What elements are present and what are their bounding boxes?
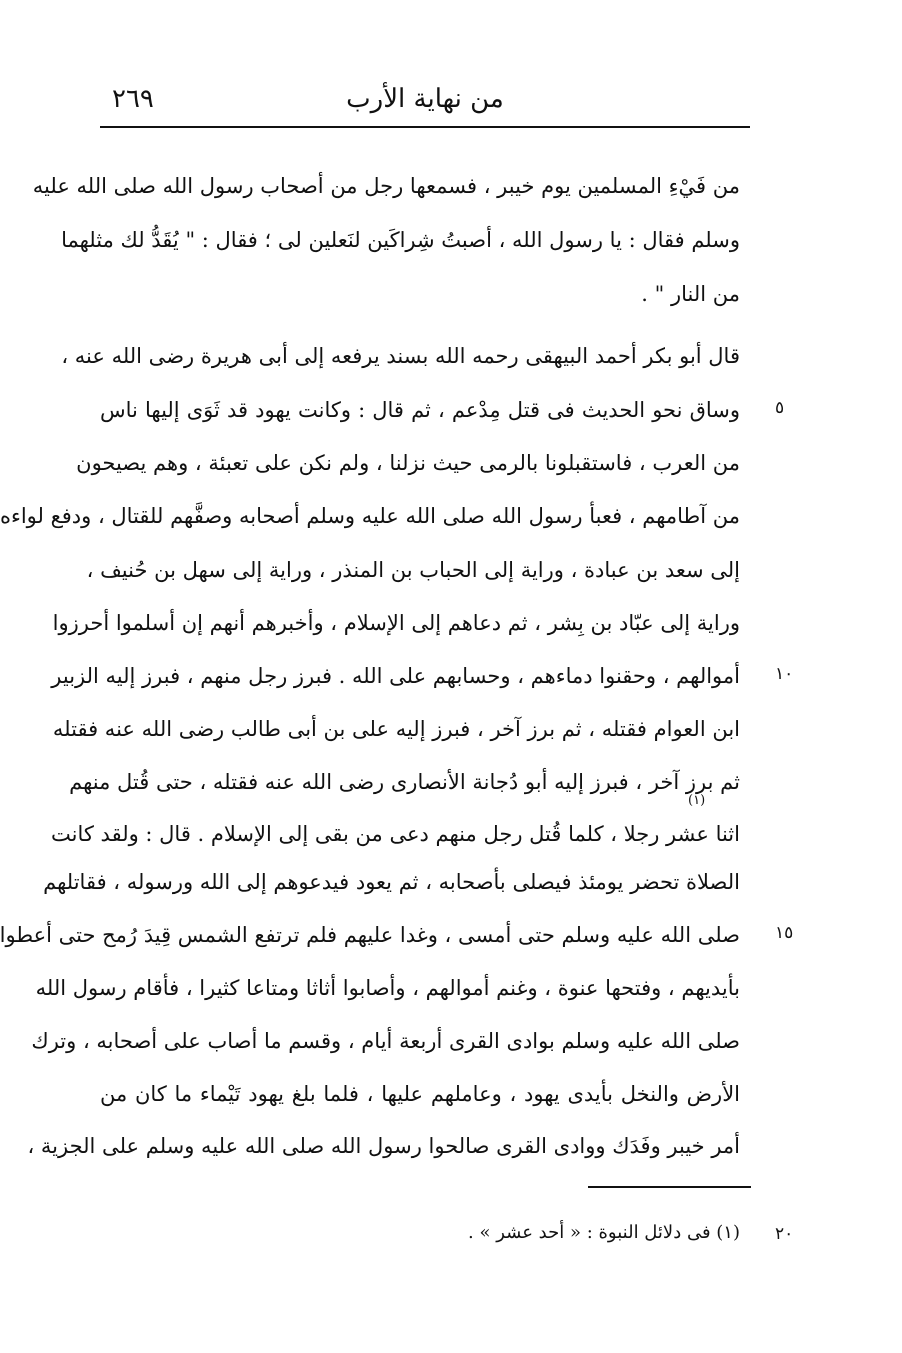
header-rule bbox=[100, 126, 750, 128]
text-line: من آطامهم ، فعبأ رسول الله صلى الله عليه وسلم أصحابه وصفَّهم للقتال ، ودفع لواءه bbox=[0, 504, 740, 528]
text-line: من فَيْءِ المسلمين يوم خيبر ، فسمعها رجل من أصحاب رسول الله صلى الله عليه bbox=[32, 174, 740, 198]
text-line: الأرض والنخل بأيدى يهود ، وعاملهم عليها ، فلما بلغ يهود تَيْماء ما كان من bbox=[100, 1082, 740, 1106]
text-line: اثنا عشر رجلا ، كلما قُتل رجل منهم دعى من بقى إلى الإسلام . قال : ولقد كانت bbox=[51, 822, 740, 846]
text-line: من العرب ، فاستقبلونا بالرمى حيث نزلنا ، ولم نكن على تعبئة ، وهم يصيحون bbox=[76, 451, 740, 475]
text-line: أمر خيبر وفَدَك ووادى القرى صالحوا رسول الله صلى الله عليه وسلم على الجزية ، bbox=[27, 1134, 740, 1158]
page-number: ٢٦٩ bbox=[112, 84, 154, 114]
footnote-marker: (١) bbox=[688, 793, 706, 808]
line-number-5: ٥ bbox=[775, 398, 785, 418]
text-line: ثم برز آخر ، فبرز إليه أبو دُجانة الأنصارى رضى الله عنه فقتله ، حتى قُتل منهم bbox=[69, 770, 740, 794]
line-number-15: ١٥ bbox=[775, 923, 794, 943]
text-line: وساق نحو الحديث فى قتل مِدْعم ، ثم قال : وكانت يهود قد ثَوَى إليها ناس bbox=[100, 398, 740, 422]
footnote-rule bbox=[588, 1186, 751, 1188]
line-number-20: ٢٠ bbox=[775, 1224, 794, 1244]
text-line: من النار " . bbox=[641, 282, 740, 306]
footnote: (١) فى دلائل النبوة : « أحد عشر » . bbox=[468, 1222, 740, 1243]
text-line: ابن العوام فقتله ، ثم برز آخر ، فبرز إليه على بن أبى طالب رضى الله عنه فقتله bbox=[52, 717, 740, 741]
line-number-10: ١٠ bbox=[775, 664, 794, 684]
text-line: بأيديهم ، وفتحها عنوة ، وغنم أموالهم ، وأصابوا أثاثا ومتاعا كثيرا ، فأقام رسول الله bbox=[35, 976, 740, 1000]
running-header bbox=[100, 80, 750, 120]
text-line: إلى سعد بن عبادة ، وراية إلى الحباب بن المنذر ، وراية إلى سهل بن حُنيف ، bbox=[86, 558, 740, 582]
running-title: من نهاية الأرب bbox=[346, 84, 504, 114]
text-line: وسلم فقال : يا رسول الله ، أصبتُ شِراكَين لنَعلين لى ؛ فقال : " يُقَدُّ لك مثلهما bbox=[61, 228, 740, 252]
text-line: الصلاة تحضر يومئذ فيصلى بأصحابه ، ثم يعود فيدعوهم إلى الله ورسوله ، فقاتلهم bbox=[43, 870, 740, 894]
text-line: وراية إلى عبّاد بن بِشر ، ثم دعاهم إلى الإسلام ، وأخبرهم أنهم إن أسلموا أحرزوا bbox=[52, 611, 740, 635]
text-line: صلى الله عليه وسلم بوادى القرى أربعة أيام ، وقسم ما أصاب على أصحابه ، وترك bbox=[31, 1029, 740, 1053]
text-line: قال أبو بكر أحمد البيهقى رحمه الله بسند يرفعه إلى أبى هريرة رضى الله عنه ، bbox=[61, 344, 740, 368]
text-line: أموالهم ، وحقنوا دماءهم ، وحسابهم على الله . فبرز رجل منهم ، فبرز إليه الزبير bbox=[51, 664, 740, 688]
text-line: صلى الله عليه وسلم حتى أمسى ، وغدا عليهم فلم ترتفع الشمس قِيدَ رُمح حتى أعطوا bbox=[0, 923, 740, 947]
